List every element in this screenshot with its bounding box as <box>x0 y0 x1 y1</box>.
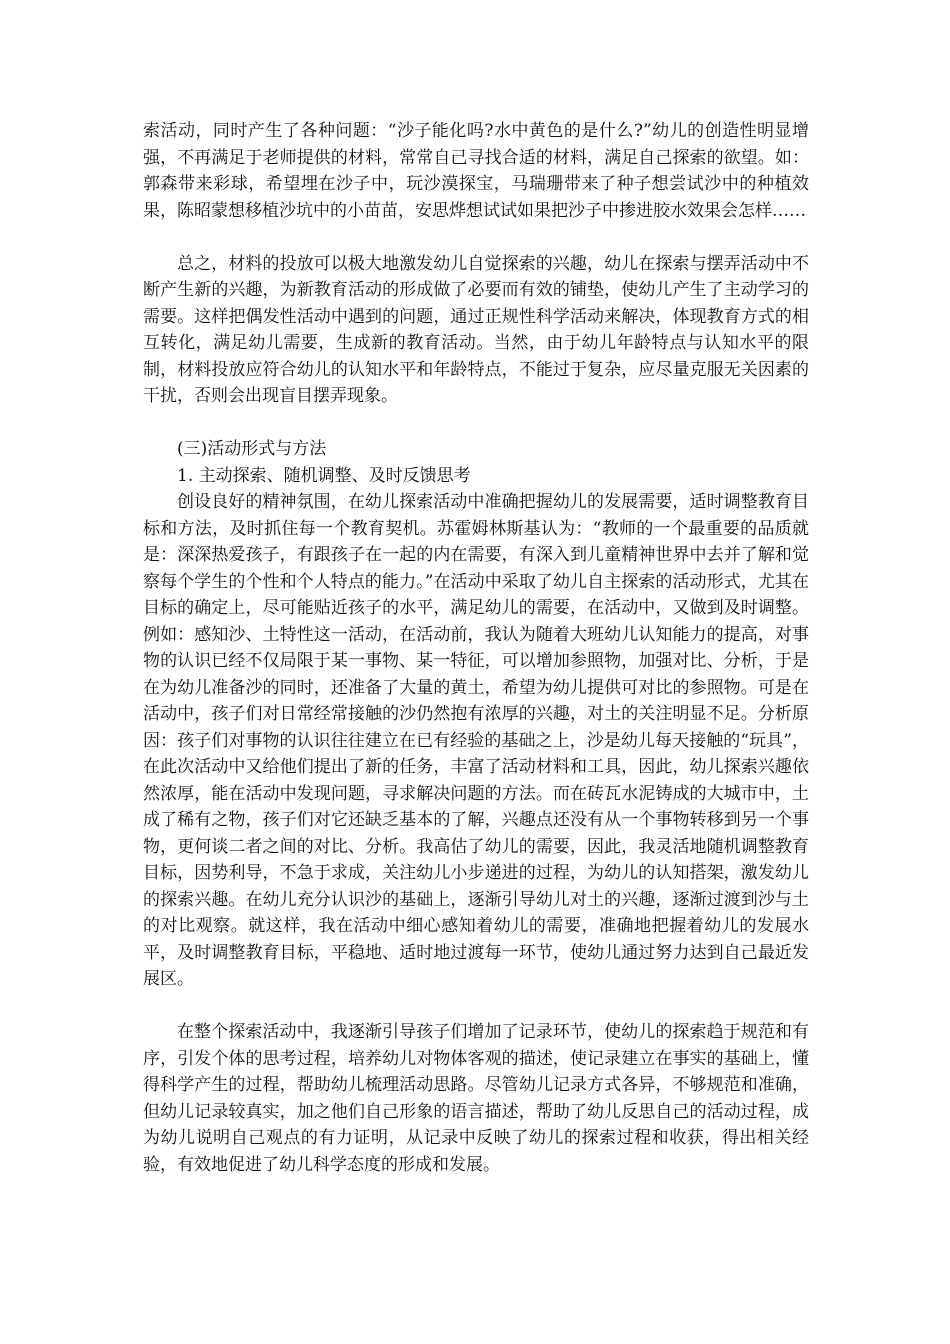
paragraph-gap <box>143 993 809 1020</box>
subsection-heading: 1. 主动探索、随机调整、及时反馈思考 <box>177 465 471 486</box>
paragraph-summary: 总之，材料的投放可以极大地激发幼儿自觉探索的兴趣，幼儿在探索与摆弄活动中不断产生新的兴趣，为新教育活动的形成做了必要而有效的铺垫，使幼儿产生了主动学习的需要。这样把偶发性活动中遇到的问题，通过正规性科学活动来解决，体现教育方式的相互转化，满足幼儿需要，生成新的教育活动。当然，由于幼儿年龄特点与认知水平的限制，材料投放应符合幼儿的认知水平和年龄特点，不能过于复杂，应尽量克服无关因素的干扰，否则会出现盲目摆弄现象。 <box>143 253 809 406</box>
document-page <box>143 118 809 1178</box>
paragraph-continued: 索活动，同时产生了各种问题：“沙子能化吗?水中黄色的是什么?”幼儿的创造性明显增强，不再满足于老师提供的材料，常常自己寻找合适的材料，满足自己探索的欲望。如：郭森带来彩球，希望埋在沙子中，玩沙漠探宝，马瑞珊带来了种子想尝试沙中的种植效果，陈昭蒙想移植沙坑中的小苗苗，安思烨想试试如果把沙子中掺进胶水效果会怎样…… <box>143 121 809 221</box>
paragraph-body: 创设良好的精神氛围，在幼儿探索活动中准确把握幼儿的发展需要，适时调整教育目标和方法，及时抓住每一个教育契机。苏霍姆林斯基认为：“教师的一个最重要的品质就是：深深热爱孩子，有跟孩子在一起的内在需要，有深入到儿童精神世界中去并了解和觉察每个学生的个性和个人特点的能力。”在活动中采取了幼儿自主探索的活动形式，尤其在目标的确定上，尽可能贴近孩子的水平，满足幼儿的需要，在活动中，又做到及时调整。例如：感知沙、土特性这一活动，在活动前，我认为随着大班幼儿认知能力的提高，对事物的认识已经不仅局限于某一事物、某一特征，可以增加参照物，加强对比、分析，于是在为幼儿准备沙的同时，还准备了大量的黄土，希望为幼儿提供可对比的参照物。可是在活动中，孩子们对日常经常接触的沙仍然抱有浓厚的兴趣，对土的关注明显不足。分析原因：孩子们对事物的认识往往建立在已有经验的基础之上，沙是幼儿每天接触的“玩具”，在此次活动中又给他们提出了新的任务，丰富了活动材料和工具，因此，幼儿探索兴趣依然浓厚，能在活动中发现问题，寻求解决问题的方法。而在砖瓦水泥铸成的大城市中，土成了稀有之物，孩子们对它还缺乏基本的了解，兴趣点还没有从一个事物转移到另一个事物，更何谈二者之间的对比、分析。我高估了幼儿的需要，因此，我灵活地随机调整教育目标，因势利导，不急于求成，关注幼儿小步递进的过程，为幼儿的认知搭架，激发幼儿的探索兴趣。在幼儿充分认识沙的基础上，逐渐引导幼儿对土的兴趣，逐渐过渡到沙与土的对比观察。就这样，我在活动中细心感知着幼儿的需要，准确地把握着幼儿的发展水平，及时调整教育目标，平稳地、适时地过渡每一环节，使幼儿通过努力达到自己最近发展区。 <box>143 492 809 989</box>
paragraph-gap <box>143 224 809 251</box>
paragraph-record: 在整个探索活动中，我逐渐引导孩子们增加了记录环节，使幼儿的探索趋于规范和有序，引发个体的思考过程，培养幼儿对物体客观的描述，使记录建立在事实的基础上，懂得科学产生的过程，帮助幼儿梳理活动思路。尽管幼儿记录方式各异，不够规范和准确，但幼儿记录较真实，加之他们自己形象的语言描述，帮助了幼儿反思自己的活动过程，成为幼儿说明自己观点的有力证明，从记录中反映了幼儿的探索过程和收获，得出相关经验，有效地促进了幼儿科学态度的形成和发展。 <box>143 1022 809 1175</box>
paragraph-gap <box>143 410 809 437</box>
section-heading: (三)活动形式与方法 <box>177 439 327 459</box>
